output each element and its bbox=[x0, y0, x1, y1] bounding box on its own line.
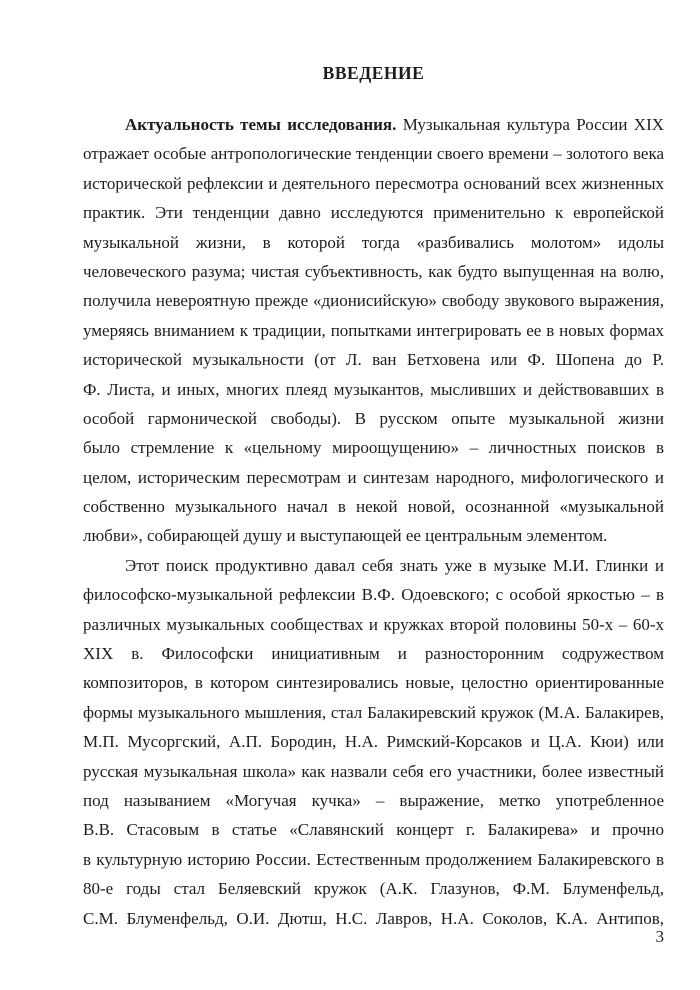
text-line: особой гармонической свободы). В русском опыте музыкальной жизни bbox=[83, 408, 664, 428]
text-line: Актуальность темы исследования. Музыкальная культура России XIX bbox=[125, 115, 664, 134]
text-line: исторической музыкальности (от Л. ван Бетховена или Ф. Шопена до Р. bbox=[83, 350, 664, 370]
text-line: любви», собирающей душу и выступающей ее центральным элементом. bbox=[83, 526, 608, 546]
text-line: практик. Эти тенденции давно исследуются применительно к европейской bbox=[83, 203, 664, 223]
text-line: музыкальной жизни, в которой тогда «разбивались молотом» идолы bbox=[83, 232, 664, 252]
page-number: 3 bbox=[655, 927, 664, 946]
text-line: собственно музыкального начал в некой новой, осознанной «музыкальной bbox=[83, 497, 664, 517]
text-line: В.В. Стасовым в статье «Славянский концерт г. Балакирева» и прочно bbox=[83, 820, 664, 840]
text-line: человеческого разума; чистая субъективность, как будто выпущенная на волю, bbox=[83, 261, 664, 281]
text-line: целом, историческим пересмотрам и синтезам народного, мифологического и bbox=[83, 467, 664, 487]
text-line: было стремление к «цельному мироощущению» – личностных поисков в bbox=[83, 438, 664, 458]
text-line: различных музыкальных сообществах и кружках второй половины 50-х – 60-х bbox=[83, 614, 664, 634]
text-line: Ф. Листа, и иных, многих плеяд музыкантов, мысливших и действовавших в bbox=[83, 379, 664, 399]
text-line: философско-музыкальной рефлексии В.Ф. Одоевского; с особой яркостью – в bbox=[83, 585, 664, 605]
text-line: М.П. Мусоргский, А.П. Бородин, Н.А. Римский-Корсаков и Ц.А. Кюи) или bbox=[83, 732, 664, 752]
text-line: отражает особые антропологические тенденции своего времени – золотого века bbox=[83, 144, 664, 164]
page-title: ВВЕДЕНИЕ bbox=[322, 63, 425, 83]
text-block bbox=[83, 110, 664, 933]
text-line: С.М. Блуменфельд, О.И. Дютш, Н.С. Лавров, Н.А. Соколов, К.А. Антипов, bbox=[83, 908, 664, 928]
text-line: Этот поиск продуктивно давал себя знать уже в музыке М.И. Глинки и bbox=[125, 555, 664, 575]
text-line: русская музыкальная школа» как назвали себя его участники, более известный bbox=[83, 761, 664, 781]
text-line: XIX в. Философски инициативным и разносторонним содружеством bbox=[83, 644, 664, 664]
text-line: композиторов, в котором синтезировались новые, целостно ориентированные bbox=[83, 673, 664, 693]
paragraph bbox=[83, 551, 664, 933]
text-line: исторической рефлексии и деятельного пересмотра оснований всех жизненных bbox=[83, 173, 664, 193]
text-line: под называнием «Могучая кучка» – выражение, метко употребленное bbox=[83, 790, 664, 810]
text-line: в культурную историю России. Естественным продолжением Балакиревского в bbox=[83, 849, 664, 869]
text-line: умеряясь вниманием к традиции, попытками интегрировать ее в новых формах bbox=[83, 320, 664, 340]
paragraph bbox=[83, 110, 664, 551]
text-line: 80-е годы стал Беляевский кружок (А.К. Глазунов, Ф.М. Блуменфельд, bbox=[83, 879, 664, 899]
text-line: формы музыкального мышления, стал Балакиревский кружок (М.А. Балакирев, bbox=[83, 702, 664, 722]
text-line: получила невероятную прежде «дионисийскую» свободу звукового выражения, bbox=[83, 291, 664, 311]
